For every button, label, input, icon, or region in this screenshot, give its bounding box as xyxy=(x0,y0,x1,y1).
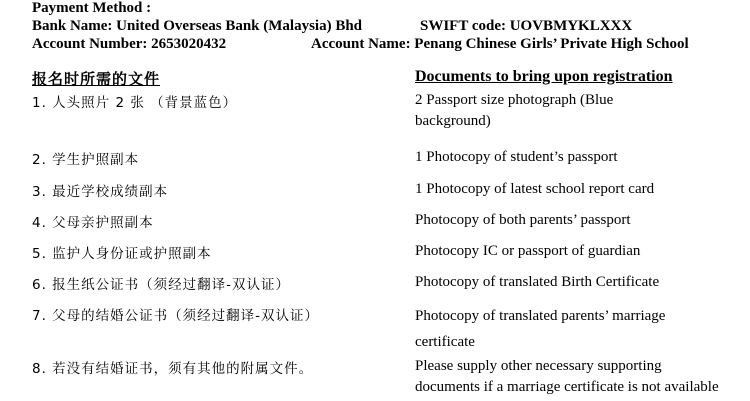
document-item-en-line: Photocopy IC or passport of guardian xyxy=(415,243,641,259)
bank-name: Bank Name: United Overseas Bank (Malaysia) Bhd xyxy=(32,18,363,34)
document-item-en-line: documents if a marriage certificate is not available xyxy=(415,379,719,395)
document-item-en-line: 2 Passport size photograph (Blue xyxy=(415,92,614,108)
account-name: Account Name: Penang Chinese Girls’ Private High School xyxy=(311,36,689,52)
document-item-en-line: background) xyxy=(415,113,491,129)
document-item-en-line: 1 Photocopy of student’s passport xyxy=(415,149,618,165)
payment-method-title: Payment Method : xyxy=(32,0,152,16)
document-item-cn: 5. 监护人身份证或护照副本 xyxy=(32,246,212,262)
document-item-cn: 1. 人头照片 2 张 （背景蓝色） xyxy=(32,95,238,111)
document-item-en xyxy=(415,210,631,231)
document-item-cn: 8. 若没有结婚证书，须有其他的附属文件。 xyxy=(32,361,314,377)
document-item-en xyxy=(415,90,613,132)
document-item-en-line: 1 Photocopy of latest school report card xyxy=(415,181,655,197)
documents-header-cn: 报名时所需的文件 xyxy=(32,70,161,88)
account-number: Account Number: 2653020432 xyxy=(32,36,227,52)
document-item-en xyxy=(415,303,665,355)
document-item-en-line: Photocopy of translated parents’ marriage xyxy=(415,308,666,324)
document-item-en xyxy=(415,272,659,293)
document-item-en xyxy=(415,179,654,200)
document-item-en xyxy=(415,356,719,398)
document-item-cn: 7. 父母的结婚公证书（须经过翻译-双认证） xyxy=(32,308,320,324)
document-item-cn: 3. 最近学校成绩副本 xyxy=(32,184,169,200)
document-item-en-line: Photocopy of translated Birth Certificate xyxy=(415,274,660,290)
document-item-en-line: Photocopy of both parents’ passport xyxy=(415,212,631,228)
document-item-en-line: Please supply other necessary supporting xyxy=(415,358,662,374)
document-item-en-line: certificate xyxy=(415,334,475,350)
documents-header-en: Documents to bring upon registration xyxy=(415,68,673,85)
document-item-en xyxy=(415,241,640,262)
document-item-cn: 6. 报生纸公证书（须经过翻译-双认证） xyxy=(32,277,291,293)
swift-code: SWIFT code: UOVBMYKLXXX xyxy=(420,18,633,34)
document-item-cn: 2. 学生护照副本 xyxy=(32,152,140,168)
document-item-en xyxy=(415,147,618,168)
document-item-cn: 4. 父母亲护照副本 xyxy=(32,215,154,231)
